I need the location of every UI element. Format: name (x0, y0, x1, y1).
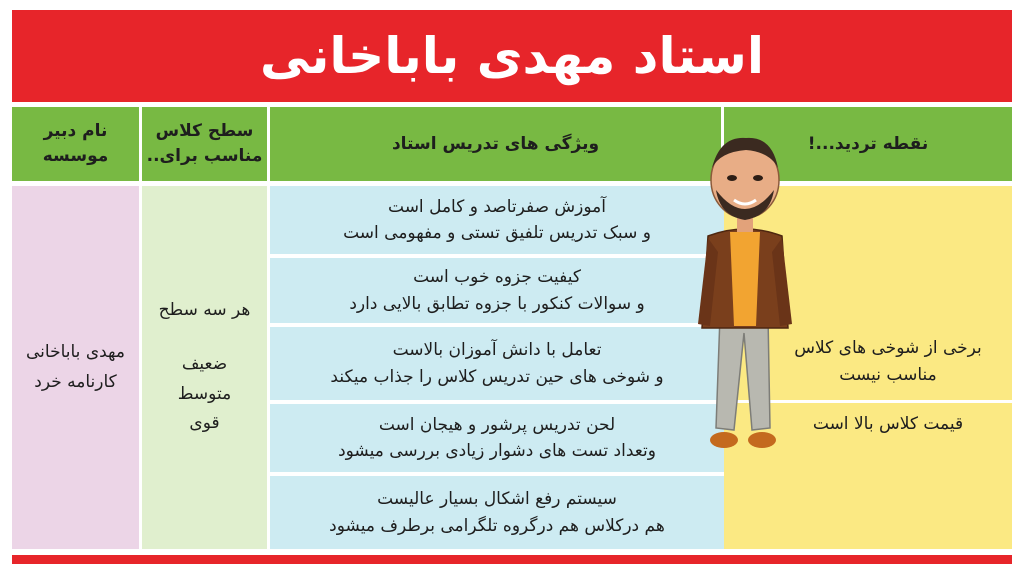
feature-row (270, 258, 724, 323)
feature-line: و سوالات کنکور با جزوه تطابق بالایی دارد (349, 293, 645, 314)
header-level-line: سطح کلاس (155, 121, 254, 142)
feature-row (270, 476, 724, 549)
teacher-cell (12, 186, 139, 549)
feature-row (270, 186, 724, 254)
header-weakness-label: نقطه تردید...! (807, 133, 929, 154)
feature-row (270, 327, 724, 400)
header-teacher (12, 107, 139, 181)
institute-name: کارنامه خرد (34, 371, 117, 392)
level-cell (142, 186, 267, 549)
feature-line: آموزش صفرتاصد و کامل است (388, 196, 606, 217)
teacher-name: مهدی باباخانی (26, 341, 125, 362)
feature-line: وتعداد تست های دشوار زیادی بررسی میشود (338, 441, 656, 461)
level-weak: ضعیف (181, 353, 228, 374)
header-features (270, 107, 721, 181)
weakness-line: قیمت کلاس بالا است (812, 414, 964, 434)
feature-row (270, 404, 724, 472)
page-title: استاد مهدی باباخانی (260, 27, 764, 85)
feature-line: کیفیت جزوه خوب است (413, 267, 581, 288)
header-teacher-line: موسسه (42, 146, 109, 166)
feature-line: تعامل با دانش آموزان بالاست (392, 340, 602, 361)
header-features-label: ویژگی های تدریس استاد (391, 133, 600, 154)
level-medium: متوسط (177, 383, 232, 404)
header-divider (267, 107, 270, 181)
feature-line: و شوخی های حین تدریس کلاس را جذاب میکند (330, 366, 664, 387)
header-teacher-line: نام دبیر (43, 121, 108, 142)
title-bar (12, 10, 1012, 102)
header-row (12, 107, 1012, 181)
feature-line: و سبک تدریس تلفیق تستی و مفهومی است (343, 223, 651, 243)
feature-line: سیستم رفع اشکال بسیار عالیست (377, 489, 617, 510)
level-all: هر سه سطح (158, 300, 251, 320)
header-level-line: مناسب برای.. (146, 146, 263, 166)
bottom-bar (12, 555, 1012, 564)
weakness-line: مناسب نیست (839, 364, 937, 385)
level-strong: قوی (189, 413, 220, 434)
cartoon-teacher-illustration (690, 128, 800, 466)
feature-line: هم درکلاس هم درگروه تلگرامی برطرف میشود (329, 515, 665, 536)
weakness-line: برخی از شوخی های کلاس (794, 338, 982, 359)
header-level (142, 107, 267, 181)
header-divider (139, 107, 142, 181)
feature-line: لحن تدریس پرشور و هیجان است (378, 414, 616, 435)
